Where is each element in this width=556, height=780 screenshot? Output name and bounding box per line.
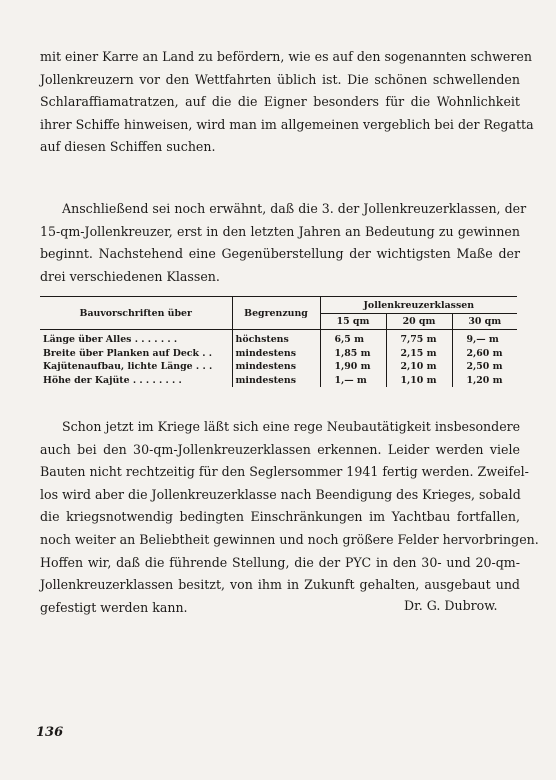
text-line: Schon jetzt im Kriege läßt sich eine rege Neubautätigkeit insbesondere	[62, 419, 521, 434]
text-line: noch weiter an Beliebtheit gewinnen und noch größere Felder hervorbringen.	[40, 531, 539, 547]
text-line: Hoffen wir, daß die führende Stellung, die der PYC in den 30- und 20-qm-	[40, 554, 520, 570]
text-line: Jollenkreuzerklassen besitzt, von ihm in Zukunft gehalten, ausgebaut und	[40, 577, 520, 593]
header-bauvorschriften: Bauvorschriften über	[40, 297, 232, 330]
row-limit: mindestens	[232, 374, 320, 388]
text-line: gefestigt werden kann.	[40, 599, 188, 615]
table-row	[40, 374, 517, 388]
text-line: beginnt. Nachstehend eine Gegenüberstellung der wichtigsten Maße der	[40, 246, 520, 262]
value-30qm: 9,— m	[452, 330, 517, 347]
row-label: Breite über Planken auf Deck . .	[43, 347, 213, 359]
table-row	[40, 347, 517, 361]
row-label: Länge über Alles . . . . . . .	[43, 334, 178, 346]
paragraph-outlook	[40, 416, 539, 619]
table-row	[40, 360, 517, 374]
value-20qm: 1,10 m	[386, 374, 452, 388]
text-line: Schlaraffiamatratzen, auf die die Eigner besonders für die Wohnlichkeit	[40, 94, 520, 110]
value-15qm: 1,90 m	[320, 360, 386, 374]
row-limit: mindestens	[232, 360, 320, 374]
text-line: auch bei den 30-qm-Jollenkreuzerklassen erkennen. Leider werden viele	[40, 441, 520, 457]
dimensions-table	[40, 296, 517, 387]
value-15qm: 1,85 m	[320, 347, 386, 361]
text-line: Jollenkreuzern vor den Wettfahrten üblich ist. Die schönen schwellenden	[40, 71, 520, 87]
value-20qm: 2,10 m	[386, 360, 452, 374]
text-line: auf diesen Schiffen suchen.	[40, 139, 216, 155]
header-class-20: 20 qm	[386, 314, 452, 330]
header-class-30: 30 qm	[452, 314, 517, 330]
paragraph-intro	[40, 46, 534, 159]
text-line: mit einer Karre an Land zu befördern, wie es auf den sogenannten schweren	[40, 49, 532, 64]
paragraph-classes	[40, 198, 527, 288]
row-label: Kajütenaufbau, lichte Länge . . .	[43, 361, 213, 373]
value-15qm: 1,— m	[320, 374, 386, 388]
text-line: Anschließend sei noch erwähnt, daß die 3. der Jollenkreuzerklassen, der	[62, 201, 527, 216]
table-row	[40, 330, 517, 347]
page-number: 136	[36, 725, 64, 740]
header-class-15: 15 qm	[320, 314, 386, 330]
text-line: Bauten nicht rechtzeitig für den Seglersommer 1941 fertig werden. Zweifel-	[40, 464, 529, 480]
text-line: los wird aber die Jollenkreuzerklasse nach Beendigung des Krieges, sobald	[40, 486, 521, 502]
header-class-group: Jollenkreuzerklassen	[320, 297, 517, 314]
row-label: Höhe der Kajüte . . . . . . . .	[43, 375, 182, 387]
text-line: ihrer Schiffe hinweisen, wird man im allgemeinen vergeblich bei der Regatta	[40, 116, 534, 132]
text-line: die kriegsnotwendig bedingten Einschränkungen im Yachtbau fortfallen,	[40, 509, 520, 525]
value-20qm: 2,15 m	[386, 347, 452, 361]
value-30qm: 2,60 m	[452, 347, 517, 361]
value-30qm: 1,20 m	[452, 374, 517, 388]
text-line: drei verschiedenen Klassen.	[40, 268, 220, 284]
value-15qm: 6,5 m	[320, 330, 386, 347]
row-limit: mindestens	[232, 347, 320, 361]
author-signature: Dr. G. Dubrow.	[404, 598, 498, 613]
row-limit: höchstens	[232, 330, 320, 347]
text-line: 15-qm-Jollenkreuzer, erst in den letzten Jahren an Bedeutung zu gewinnen	[40, 223, 520, 239]
value-30qm: 2,50 m	[452, 360, 517, 374]
value-20qm: 7,75 m	[386, 330, 452, 347]
header-begrenzung: Begrenzung	[232, 297, 320, 330]
